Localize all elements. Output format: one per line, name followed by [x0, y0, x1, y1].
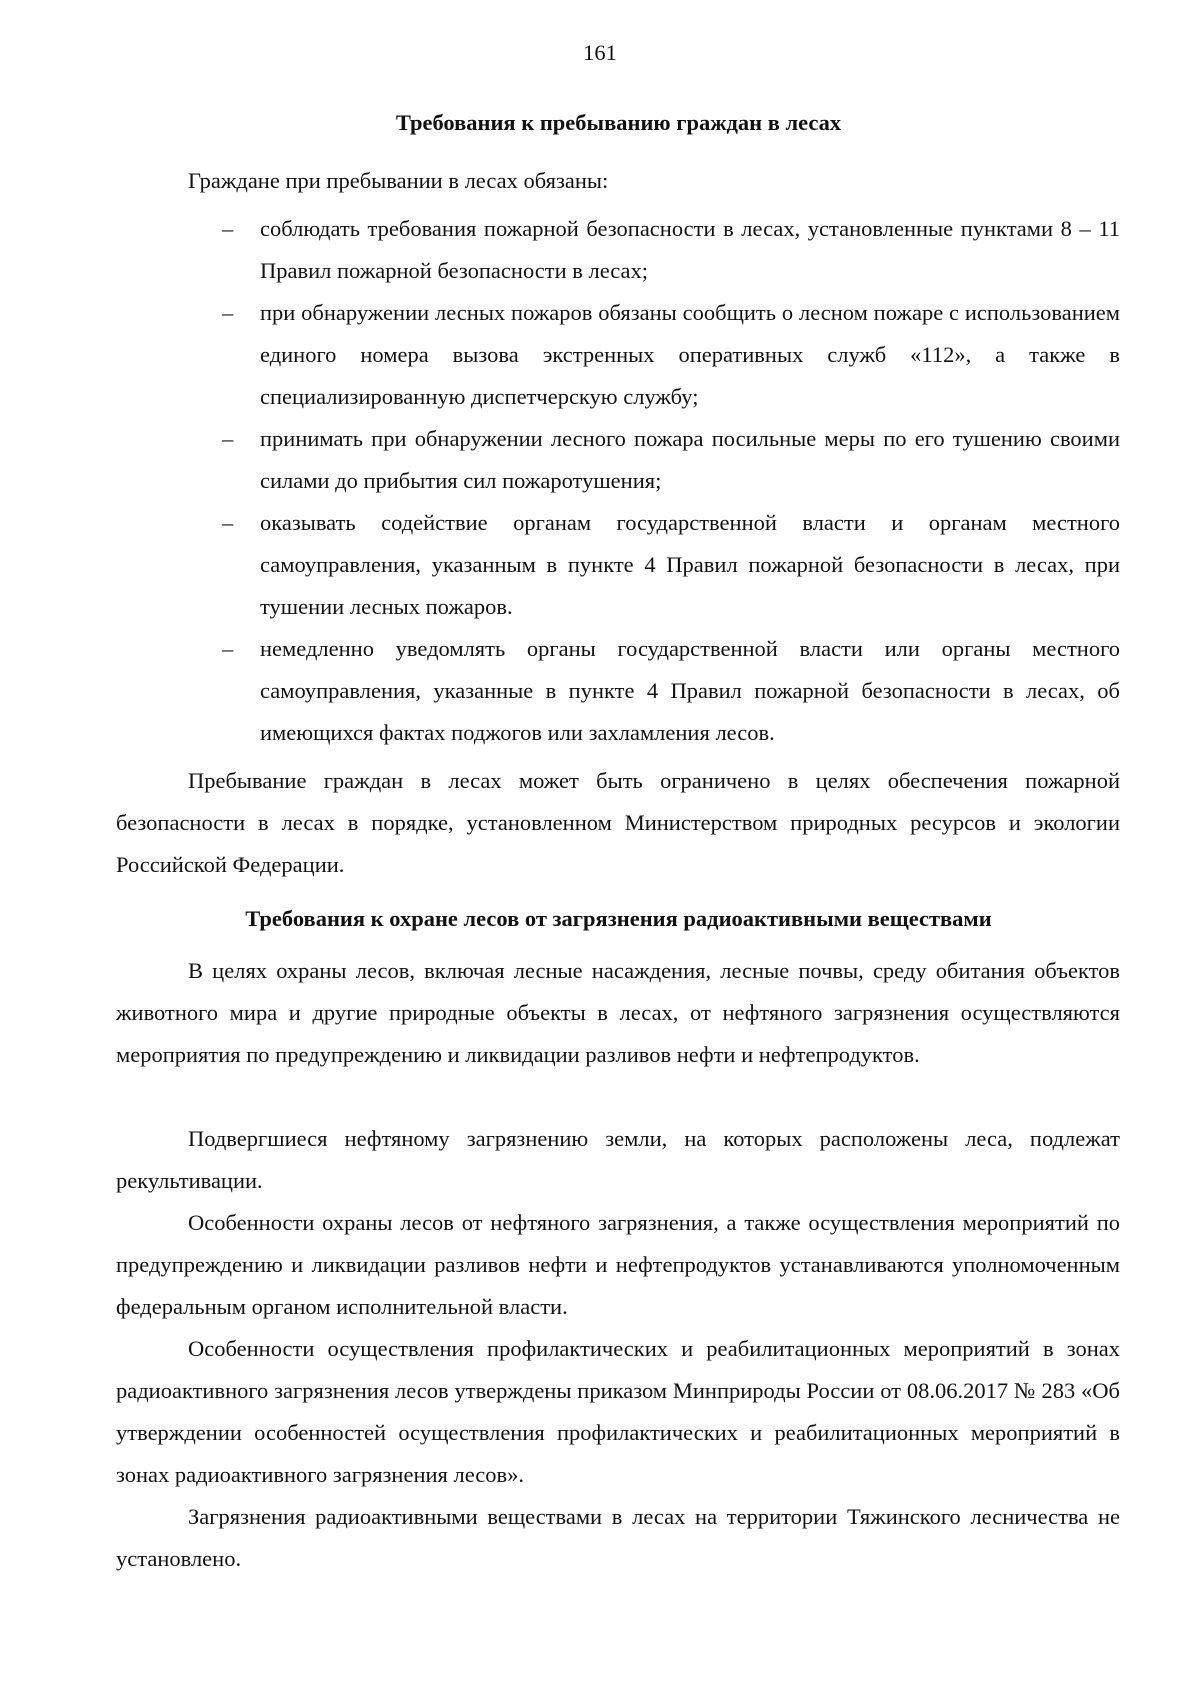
page-number: 161: [583, 40, 617, 65]
dash-marker: –: [222, 636, 234, 661]
paragraph: Особенности осуществления профилактических и реабилитационных мероприятий в зонах радиоактивного загрязнения лесов утверждены приказом Минприроды России от 08.06.2017 № 283 «Об утверждении особенностей осуществления профилактических и реабилитационных мероприятий в зонах радиоактивного загрязнения лесов».: [116, 1336, 1120, 1487]
list-item-text: принимать при обнаружении лесного пожара посильные меры по его тушению своими силами до прибытия сил пожаротушения;: [260, 426, 1120, 493]
dash-marker: –: [222, 426, 234, 451]
list-item-text: немедленно уведомлять органы государственной власти или органы местного самоуправления, указанные в пункте 4 Правил пожарной безопасности в лесах, об имеющихся фактах поджогов или захламления лесов.: [260, 636, 1120, 745]
dash-marker: –: [222, 216, 234, 241]
list-item: [188, 628, 1120, 754]
paragraph: Подвергшиеся нефтяному загрязнению земли, на которых расположены леса, подлежат рекультивации.: [116, 1126, 1120, 1193]
section-heading-radioactive-protection: Требования к охране лесов от загрязнения радиоактивными веществами: [245, 906, 992, 931]
list-item: [188, 292, 1120, 418]
paragraph: В целях охраны лесов, включая лесные насаждения, лесные почвы, среду обитания объектов животного мира и другие природные объекты в лесах, от нефтяного загрязнения осуществляются мероприятия по предупреждению и ликвидации разливов нефти и нефтепродуктов.: [116, 958, 1120, 1067]
obligations-intro: Граждане при пребывании в лесах обязаны:: [188, 168, 609, 193]
section-heading-stay-in-forests: Требования к пребыванию граждан в лесах: [395, 110, 842, 135]
dash-marker: –: [222, 510, 234, 535]
list-item-text: соблюдать требования пожарной безопасности в лесах, установленные пунктами 8 – 11 Правил пожарной безопасности в лесах;: [260, 216, 1120, 283]
list-item: [188, 502, 1120, 628]
list-item: [188, 418, 1120, 502]
list-item-text: при обнаружении лесных пожаров обязаны сообщить о лесном пожаре с использованием единого номера вызова экстренных оперативных служб «112», а также в специализированную диспетчерскую службу;: [260, 300, 1120, 409]
paragraph: Особенности охраны лесов от нефтяного загрязнения, а также осуществления мероприятий по предупреждению и ликвидации разливов нефти и нефтепродуктов устанавливаются уполномоченным федеральным органом исполнительной власти.: [116, 1210, 1120, 1319]
list-item-text: оказывать содействие органам государственной власти и органам местного самоуправления, указанным в пункте 4 Правил пожарной безопасности в лесах, при тушении лесных пожаров.: [260, 510, 1120, 619]
paragraph: Загрязнения радиоактивными веществами в лесах на территории Тяжинского лесничества не установлено.: [116, 1504, 1120, 1571]
paragraph-stay-restriction: Пребывание граждан в лесах может быть ограничено в целях обеспечения пожарной безопасности в лесах в порядке, установленном Министерством природных ресурсов и экологии Российской Федерации.: [116, 768, 1120, 877]
obligations-list: [188, 208, 1120, 754]
list-item: [188, 208, 1120, 292]
dash-marker: –: [222, 300, 234, 325]
